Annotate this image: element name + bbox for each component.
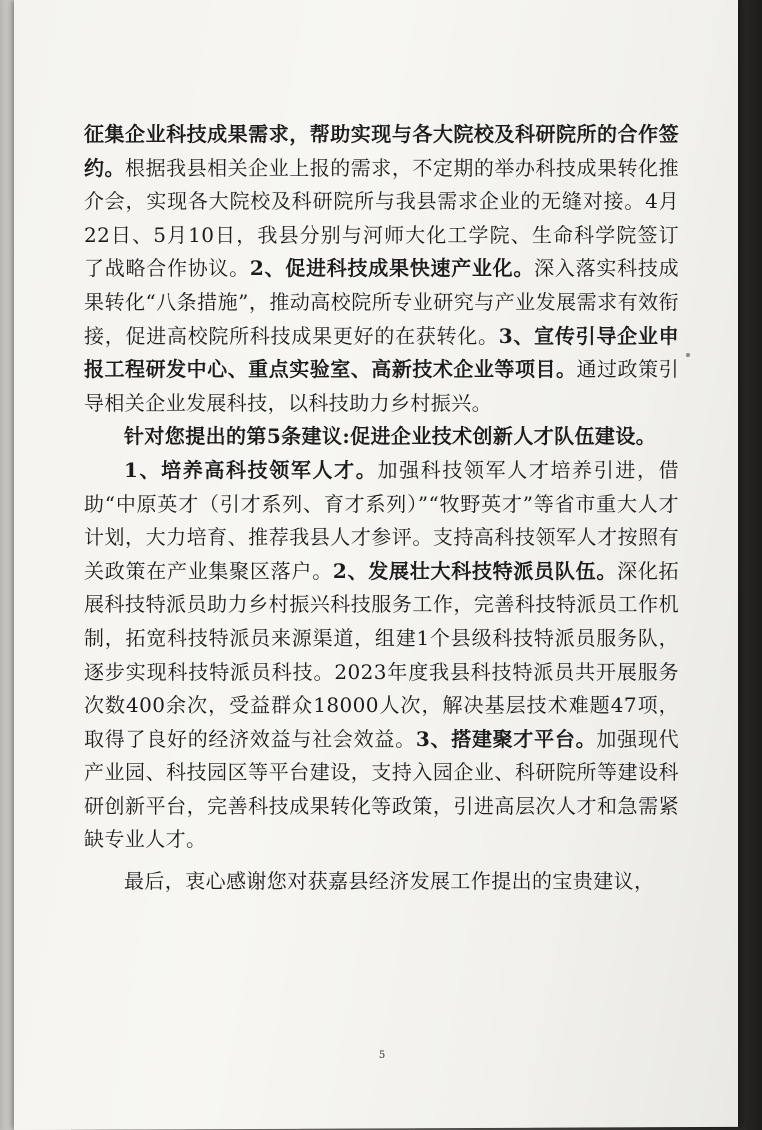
document-body	[84, 118, 679, 899]
body-text: 加强科技领军人才培养引进，借助“中原英才（引才系列、育才系列）”“牧野英才”等省市重大人才计划，大力培育、推荐我县人才参评。支持高科技领军人才按照有关政策在产业集聚区落户。	[84, 457, 680, 583]
paragraph-4	[84, 865, 679, 899]
heading-text: 条建议:促进企业技术创新人才队伍建设。	[281, 424, 657, 449]
bold-heading: 3、搭建聚才平台。	[415, 726, 597, 751]
ink-smudge	[686, 353, 690, 357]
bold-heading: 2、发展壮大科技特派员队伍。	[332, 558, 618, 583]
suggestion-number: 5	[266, 424, 282, 449]
bold-heading: 2、促进科技成果快速产业化。	[249, 256, 535, 281]
body-text: 根据我县相关企业上报的需求，不定期的举办科技成果转化推介会，实现各大院校及科研院所与我县需求企业的无缝对接。4月22日、5月10日，我县分别与河师大化工学院、生命科学院签订了战略合作协议。	[84, 155, 679, 281]
body-text: 通过政策引导相关企业发展科技，以科技助力乡村振兴。	[84, 357, 679, 415]
body-text: 最后，衷心感谢您对获嘉县经济发展工作提出的宝贵建议，	[124, 869, 655, 894]
paragraph-2-suggestion-heading	[84, 420, 679, 454]
heading-text: 针对您提出的第	[124, 424, 267, 449]
page-number: 5	[378, 1050, 386, 1061]
bold-heading: 3、宣传引导企业申报工程研发中心、重点实验室、高新技术企业等项目。	[84, 323, 679, 382]
bold-heading: 1、培养高科技领军人才。	[124, 457, 378, 482]
paragraph-3	[84, 454, 679, 857]
body-text: 深化拓展科技特派员助力乡村振兴科技服务工作，完善科技特派员工作机制，拓宽科技特派员来源渠道，组建1个县级科技特派员服务队，逐步实现科技特派员科技。2023年度我县科技特派员共开展服务次数400余次，受益群众18000人次，解决基层技术难题47项，取得了良好的经济效益与社会效益。	[84, 558, 679, 751]
body-text: 加强现代产业园、科技园区等平台建设，支持入园企业、科研院所等建设科研创新平台，完善科技成果转化等政策，引进高层次人才和急需紧缺专业人才。	[84, 726, 679, 852]
body-text: 深入落实科技成果转化“八条措施”，推动高校院所专业研究与产业发展需求有效衔接，促进高校院所科技成果更好的在获转化。	[84, 256, 679, 348]
bold-heading: 征集企业科技成果需求，帮助实现与各大院校及科研院所的合作签约。	[84, 122, 679, 180]
paragraph-1	[84, 118, 679, 420]
